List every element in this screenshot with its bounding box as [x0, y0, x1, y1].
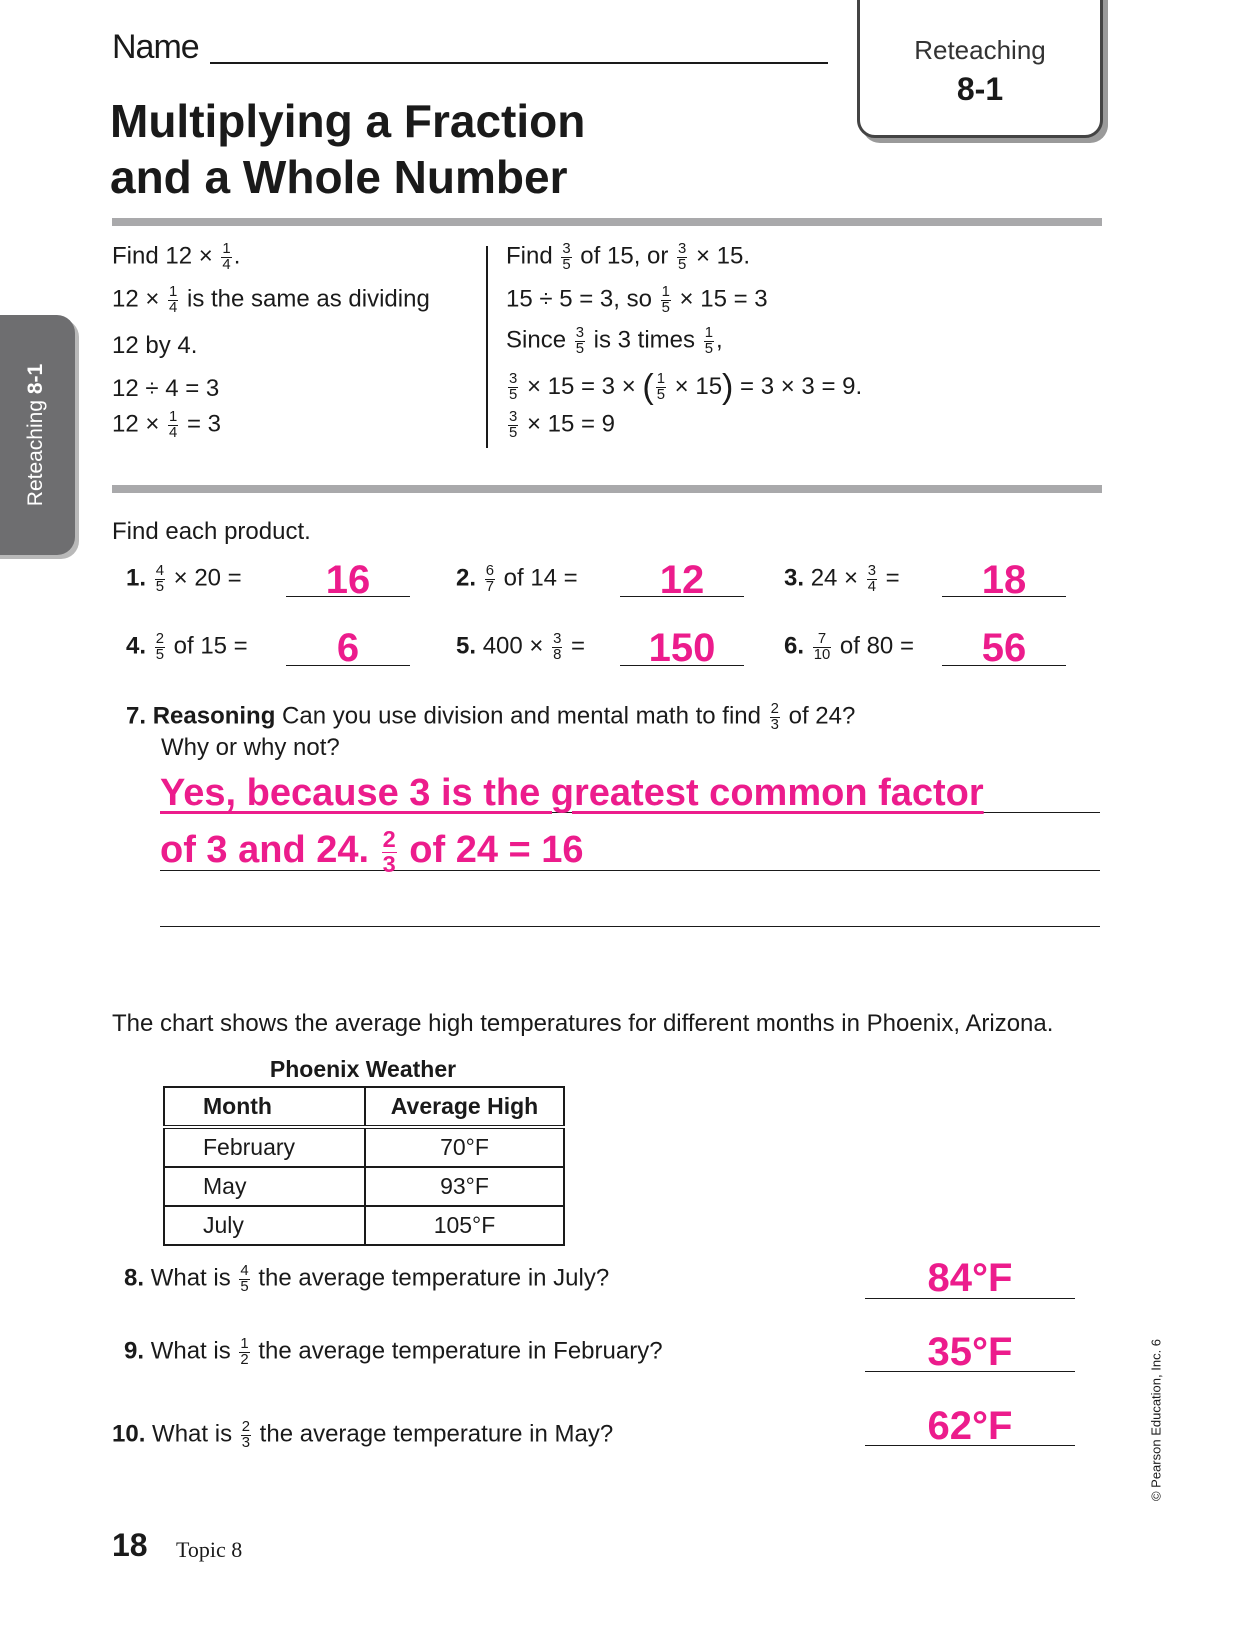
answer-value: 16 — [325, 558, 371, 602]
example-divider — [486, 246, 488, 448]
reasoning-line-2: Why or why not? — [161, 734, 340, 761]
example-left-line-5: 12 × $\frac{1}{4}$ = 3 — [112, 409, 222, 441]
problem-text: 5. 400 × $\frac{3}{8}$ = — [456, 631, 586, 663]
question-text: 9. What is $\frac{1}{2}$ the average temperature in February? — [124, 1336, 663, 1368]
table-cell-temp: 70°F — [365, 1127, 564, 1167]
weather-table — [163, 1086, 565, 1246]
instructions: Find each product. — [112, 518, 311, 545]
problem-text: 4. $\frac{2}{5}$ of 15 = — [126, 631, 248, 663]
table-cell-temp: 105°F — [365, 1206, 564, 1245]
example-right-line-4: $\frac{3}{5}$ × 15 = 3 × ( $\frac{1}{5}$ × 15) = 3 × 3 = 9. — [509, 368, 863, 406]
table-cell-temp: 93°F — [365, 1167, 564, 1206]
table-header-row — [164, 1087, 564, 1127]
chart-intro: The chart shows the average high temperatures for different months in Phoenix, Arizona. — [112, 1010, 1054, 1037]
side-tab — [0, 315, 75, 555]
copyright: © Pearson Education, Inc. 6 — [1148, 1338, 1164, 1502]
reasoning-answer-line-3[interactable] — [160, 926, 1100, 927]
page-title — [110, 93, 585, 205]
example-left-line-1: Find 12 × $\frac{1}{4}$ . — [112, 241, 241, 273]
side-tab-text — [24, 364, 48, 506]
topic-label: Topic 8 — [176, 1537, 243, 1562]
reasoning-line-1: 7. Reasoning Can you use division and mental math to find $\frac{2}{3}$ of 24? — [126, 701, 856, 733]
example-left-line-3: 12 by 4. — [112, 332, 198, 359]
side-tab-label: Reteaching — [24, 399, 47, 507]
weather-table-title: Phoenix Weather — [269, 1056, 457, 1082]
answer-value: 12 — [659, 558, 705, 602]
table-cell-month: July — [164, 1206, 365, 1245]
example-right-line-1: Find $\frac{3}{5}$ of 15, or $\frac{3}{5}$ × 15. — [506, 241, 751, 273]
table-cell-month: February — [164, 1127, 365, 1167]
table-cell-month: May — [164, 1167, 365, 1206]
answer-value: 18 — [981, 558, 1027, 602]
answer-value: 6 — [336, 626, 360, 670]
title-line-1: Multiplying a Fraction — [110, 95, 586, 147]
question-text: 10. What is $\frac{2}{3}$ the average temperature in May? — [112, 1419, 614, 1451]
example-left-line-2: 12 × $\frac{1}{4}$ is the same as dividing — [112, 284, 430, 316]
top-rule — [112, 218, 1102, 226]
table-row — [164, 1167, 564, 1206]
answer-value: 56 — [981, 626, 1027, 670]
example-right-line-3: Since $\frac{3}{5}$ is 3 times $\frac{1}{5}$ , — [506, 325, 723, 357]
badge-code: 8-1 — [956, 71, 1004, 107]
name-line — [210, 62, 828, 64]
problem-text: 2. $\frac{6}{7}$ of 14 = — [456, 563, 578, 595]
problem-text: 1. $\frac{4}{5}$ × 20 = — [126, 563, 242, 595]
page-number: 18 — [112, 1527, 148, 1563]
example-right-line-2: 15 ÷ 5 = 3, so $\frac{1}{5}$ × 15 = 3 — [506, 284, 768, 316]
example-right-line-5: $\frac{3}{5}$ × 15 = 9 — [509, 409, 616, 441]
example-left-line-4: 12 ÷ 4 = 3 — [112, 375, 220, 402]
reteaching-badge — [857, 0, 1103, 138]
table-header-month: Month — [164, 1087, 365, 1127]
problem-text: 6. $\frac{7}{10}$ of 80 = — [784, 631, 914, 663]
name-label: Name — [112, 28, 199, 66]
reasoning-answer-text-1: Yes, because 3 is the greatest common factor — [160, 772, 984, 814]
badge-label: Reteaching — [914, 35, 1046, 65]
table-row — [164, 1127, 564, 1167]
table-row — [164, 1206, 564, 1245]
answer-value: 150 — [648, 626, 716, 670]
answer-value: 35°F — [927, 1330, 1013, 1374]
answer-value: 84°F — [927, 1256, 1013, 1300]
answer-value: 62°F — [927, 1404, 1013, 1448]
table-header-average-high: Average High — [365, 1087, 564, 1127]
side-tab-code: 8-1 — [24, 363, 47, 395]
bottom-rule — [112, 485, 1102, 493]
title-line-2: and a Whole Number — [110, 151, 568, 203]
problem-text: 3. 24 × $\frac{3}{4}$ = — [784, 563, 900, 595]
question-text: 8. What is $\frac{4}{5}$ the average temperature in July? — [124, 1263, 610, 1295]
reasoning-answer-text-2: of 3 and 24. $\frac{2}{3}$ of 24 = 16 — [160, 826, 584, 877]
